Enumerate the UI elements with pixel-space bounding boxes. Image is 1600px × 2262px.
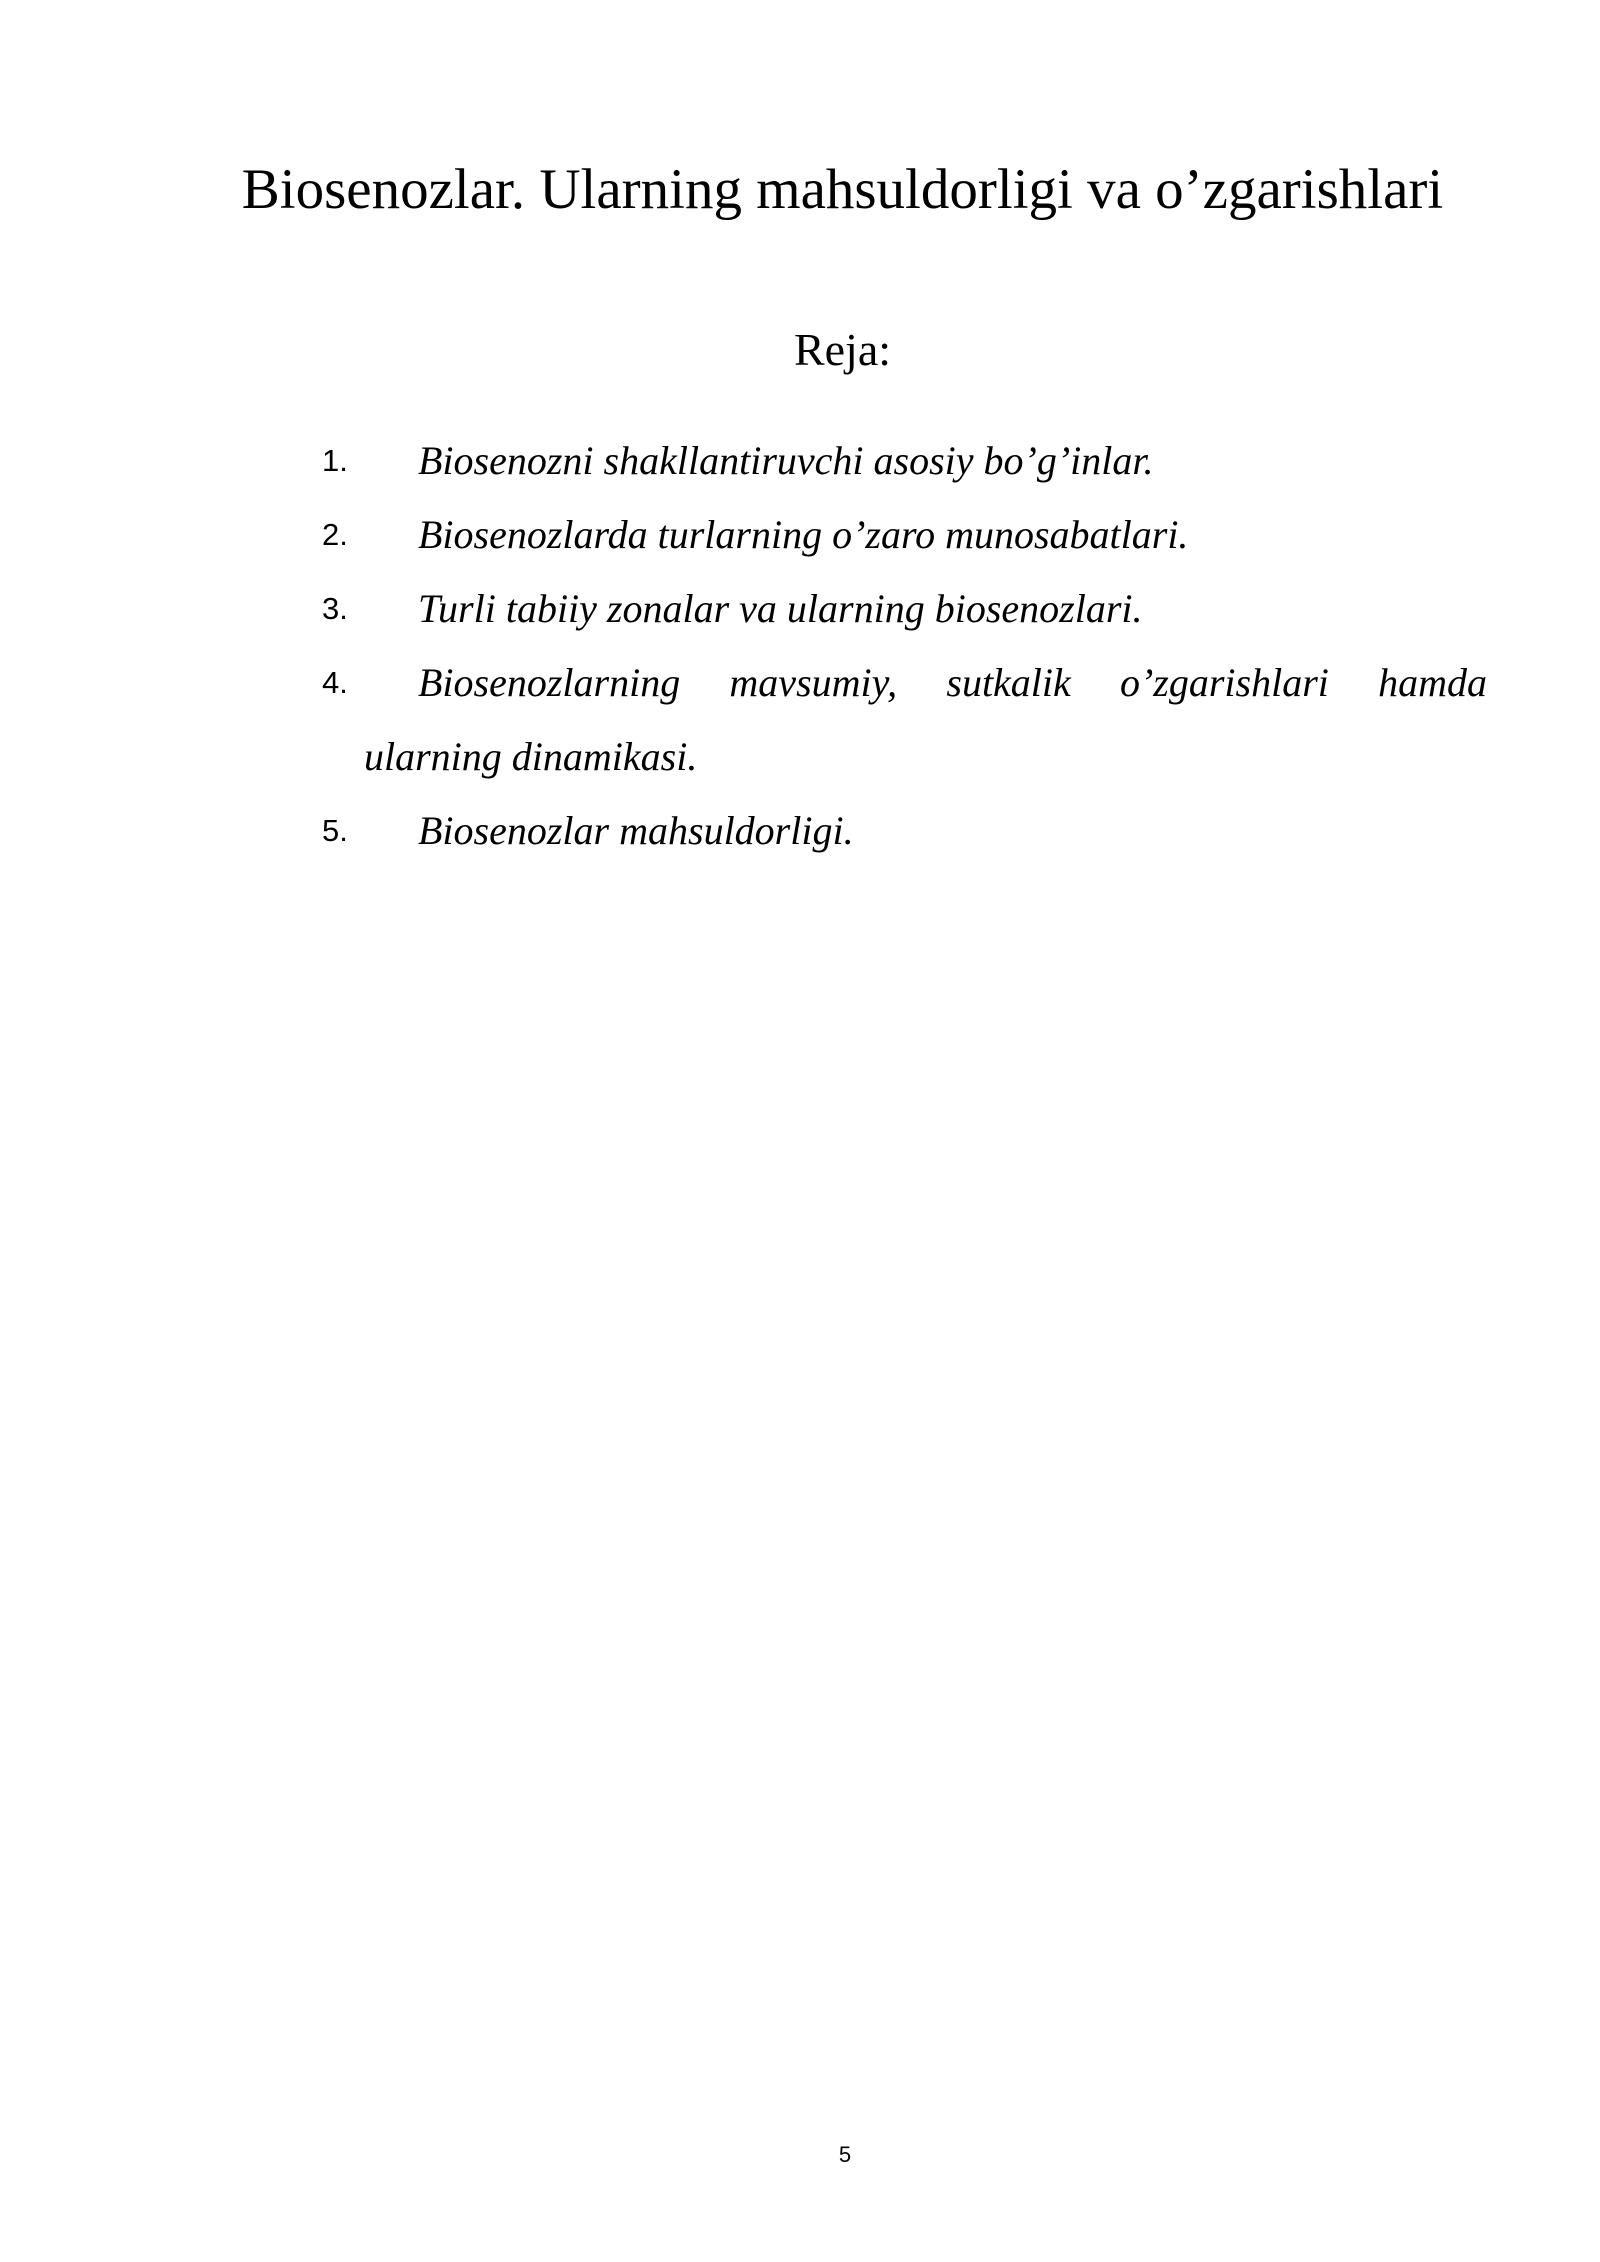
plan-item-number: 3. [322, 591, 348, 626]
plan-item-number: 4. [322, 665, 348, 700]
plan-item-text: Turli tabiiy zonalar va ularning biosenozlari. [418, 586, 1143, 631]
plan-item-text: Biosenozni shakllantiruvchi asosiy bo’g’inlar. [418, 438, 1154, 483]
plan-item-text: Biosenozlarda turlarning o’zaro munosabatlari. [418, 512, 1189, 557]
plan-item-2 [322, 498, 1487, 572]
plan-item-text-line2: ularning dinamikasi. [364, 734, 698, 779]
page-number: 5 [838, 2142, 852, 2167]
plan-list [322, 424, 1487, 868]
plan-item-number: 1. [322, 443, 348, 478]
plan-item-text-line1: Biosenozlarning mavsumiy, sutkalik o’zgarishlari hamda [418, 660, 1487, 705]
plan-item-number: 2. [322, 517, 348, 552]
plan-item-number: 5. [322, 813, 348, 848]
plan-heading: Reja: [793, 324, 892, 375]
plan-item-4 [322, 646, 1487, 794]
document-title: Biosenozlar. Ularning mahsuldorligi va o’zgarishlari [241, 158, 1444, 221]
plan-item-text: Biosenozlar mahsuldorligi. [418, 808, 854, 853]
plan-item-1 [322, 424, 1487, 498]
plan-item-5 [322, 794, 1487, 868]
plan-item-3 [322, 572, 1487, 646]
